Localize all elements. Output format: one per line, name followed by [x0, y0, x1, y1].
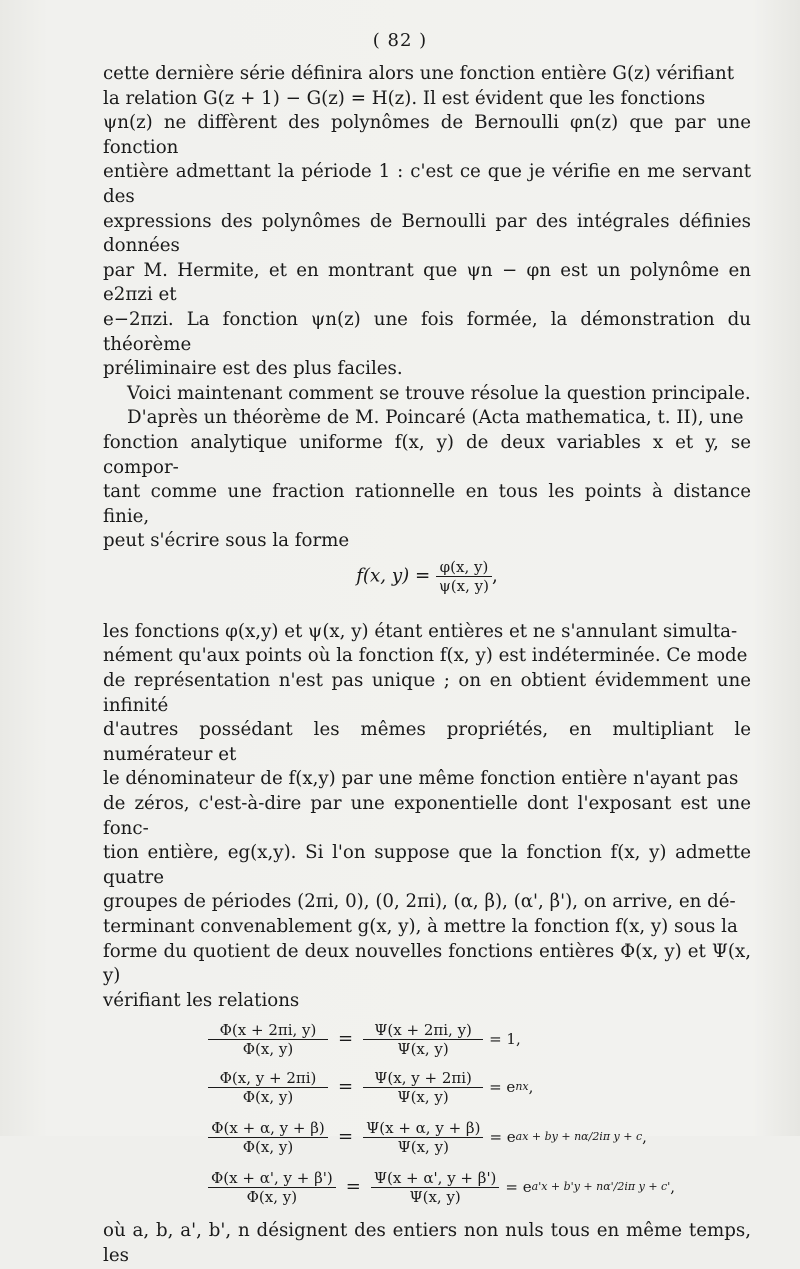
text-line: e−2πzi. La fonction ψn(z) une fois formée, la démonstration du théorème: [103, 308, 751, 355]
relation-lhs: [208, 1169, 336, 1206]
relation-result: = e: [489, 1128, 516, 1147]
relation-rhs: [371, 1169, 500, 1206]
relation-rhs: [363, 1021, 483, 1058]
relation-tail: ,: [642, 1128, 647, 1147]
text-line: groupes de périodes (2πi, 0), (0, 2πi), (α, β), (α', β'), on arrive, en dé-: [103, 891, 736, 913]
main-equation: [103, 554, 751, 620]
fraction-numerator: Φ(x + 2πi, y): [208, 1021, 328, 1040]
relation-lhs: [208, 1119, 328, 1156]
text-line: le dénominateur de f(x,y) par une même fonction entière n'ayant pas: [103, 768, 739, 790]
fraction-numerator: Ψ(x + α, y + β): [363, 1119, 483, 1138]
fraction-numerator: Ψ(x + α', y + β'): [371, 1169, 500, 1188]
equation-fraction: [436, 558, 492, 595]
fraction-numerator: Ψ(x, y + 2πi): [363, 1069, 483, 1088]
body-text: [103, 62, 751, 1269]
text-line: vérifiant les relations: [103, 989, 300, 1011]
equals-sign: =: [338, 1126, 354, 1148]
fraction-denominator: Ψ(x, y): [409, 1187, 461, 1206]
fraction-numerator: Φ(x + α, y + β): [208, 1119, 328, 1138]
fraction-denominator: Ψ(x, y): [397, 1137, 449, 1156]
relation-result: = 1,: [489, 1030, 521, 1049]
relation-lhs: [208, 1021, 328, 1058]
relations-block: [103, 1017, 751, 1213]
fraction-denominator: Φ(x, y): [246, 1187, 298, 1206]
relation-tail: ,: [670, 1178, 676, 1197]
relation-rhs: [363, 1119, 483, 1156]
relation-result: = e: [489, 1078, 516, 1097]
text-line: la relation G(z + 1) − G(z) = H(z). Il est évident que les fonctions: [103, 87, 706, 109]
fraction-numerator: Φ(x + α', y + β'): [208, 1169, 336, 1188]
relation-row: [208, 1115, 647, 1159]
equation-lhs: f(x, y) =: [356, 565, 431, 587]
relation-row: [208, 1065, 533, 1109]
relation-tail: ,: [528, 1078, 534, 1097]
text-line: forme du quotient de deux nouvelles fonctions entières Φ(x, y) et Ψ(x, y): [103, 940, 751, 987]
relation-exponent: nx: [515, 1080, 529, 1094]
fraction-numerator: Ψ(x + 2πi, y): [363, 1021, 483, 1040]
fraction-denominator: Ψ(x, y): [397, 1087, 449, 1106]
text-line: expressions des polynômes de Bernoulli par des intégrales définies données: [103, 210, 751, 257]
equals-sign: =: [345, 1176, 361, 1198]
fraction-numerator: φ(x, y): [436, 558, 492, 577]
equals-sign: =: [338, 1028, 354, 1050]
text-line: les fonctions φ(x,y) et ψ(x, y) étant entières et ne s'annulant simulta-: [103, 620, 738, 642]
fraction-denominator: Φ(x, y): [242, 1039, 294, 1058]
text-line: peut s'écrire sous la forme: [103, 530, 350, 552]
text-line: nément qu'aux points où la fonction f(x, y) est indéterminée. Ce mode: [103, 645, 748, 667]
fraction-denominator: Ψ(x, y): [397, 1039, 449, 1058]
relation-exponent: a'x + b'y + nα'/2iπ y + c': [531, 1180, 671, 1194]
page-number: ( 82 ): [372, 30, 428, 51]
relation-row: [208, 1165, 675, 1209]
fraction-denominator: ψ(x, y): [439, 576, 489, 595]
relation-exponent: ax + by + nα/2iπ y + c: [515, 1130, 643, 1144]
equation-tail: ,: [491, 565, 498, 587]
text-line: tion entière, eg(x,y). Si l'on suppose que la fonction f(x, y) admette quatre: [103, 842, 751, 888]
relation-lhs: [208, 1069, 328, 1106]
text-line: d'autres possédant les mêmes propriétés, en multipliant le numérateur et: [103, 719, 751, 765]
text-line: entière admettant la période 1 : c'est ce que je vérifie en me servant des: [103, 161, 751, 207]
fraction-numerator: Φ(x, y + 2πi): [208, 1069, 328, 1088]
relation-row: [208, 1017, 521, 1061]
fraction-denominator: Φ(x, y): [242, 1137, 294, 1156]
text-line: où a, b, a', b', n désignent des entiers non nuls tous en même temps, les: [103, 1220, 751, 1266]
text-line: de zéros, c'est-à-dire par une exponentielle dont l'exposant est une fonc-: [103, 793, 751, 839]
text-line: terminant convenablement g(x, y), à mettre la fonction f(x, y) sous la: [103, 916, 738, 937]
relation-result: = e: [505, 1178, 532, 1197]
text-line: cette dernière série définira alors une fonction entière G(z) vérifiant: [103, 63, 735, 84]
text-line: de représentation n'est pas unique ; on en obtient évidemment une infinité: [103, 670, 751, 716]
text-line: Voici maintenant comment se trouve résolue la question principale.: [127, 382, 751, 404]
equals-sign: =: [338, 1076, 354, 1098]
text-line: D'après un théorème de M. Poincaré (Acta mathematica, t. II), une: [127, 407, 744, 429]
fraction-denominator: Φ(x, y): [242, 1087, 294, 1106]
text-line: par M. Hermite, et en montrant que ψn − φn est un polynôme en e2πzi et: [103, 259, 751, 306]
text-line: tant comme une fraction rationnelle en tous les points à distance finie,: [103, 481, 751, 527]
text-line: préliminaire est des plus faciles.: [103, 358, 403, 380]
text-line: fonction analytique uniforme f(x, y) de deux variables x et y, se compor-: [103, 431, 751, 478]
text-line: ψn(z) ne diffèrent des polynômes de Bernoulli φn(z) que par une fonction: [103, 112, 751, 158]
relation-rhs: [363, 1069, 483, 1106]
